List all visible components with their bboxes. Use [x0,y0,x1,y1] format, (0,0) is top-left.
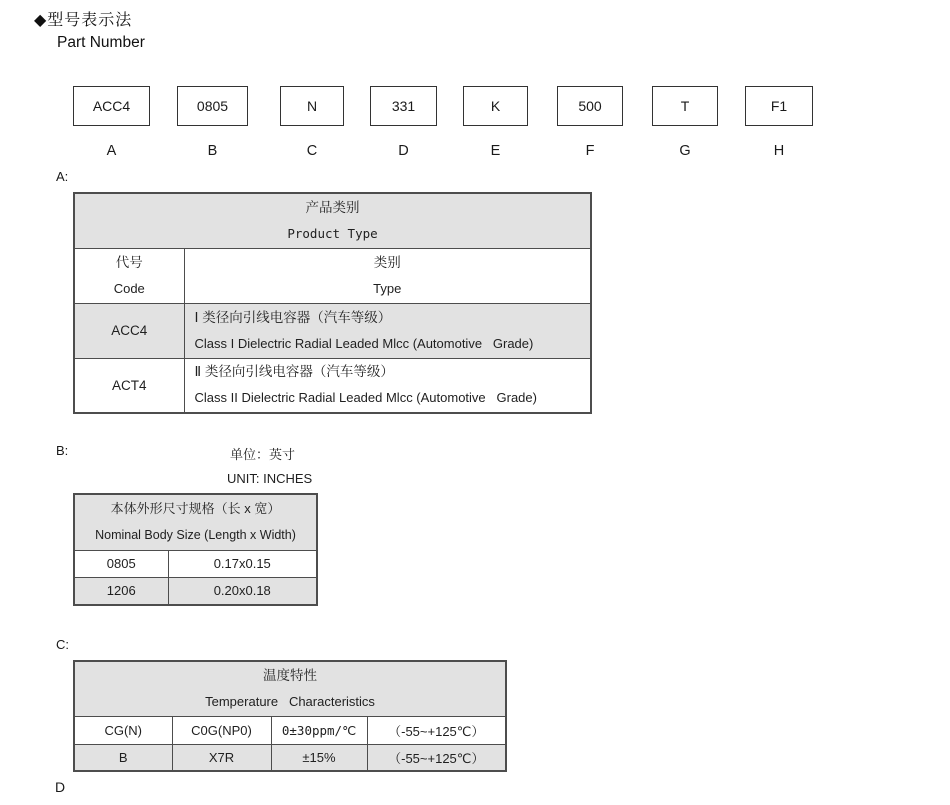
segment-letter-f: F [585,143,595,159]
tc-range-c0g: （-55~+125℃） [367,716,506,744]
unit-note-zh: 单位：英寸 [230,447,296,462]
body-size-header-zh: 本体外形尺寸规格（长 x 宽） [110,501,281,517]
part-segment-box-e: K [463,86,528,126]
tc-eia-c0g: C0G(NP0) [172,716,271,744]
table-row [74,661,506,716]
table-row [74,193,591,248]
segment-letter-c: C [306,143,318,159]
product-type-header [74,193,591,248]
table-row [74,303,591,358]
product-type-header-zh: 产品类别 [305,199,360,215]
acc4-desc-en: Class I Dielectric Radial Leaded Mlcc (Automotive Grade) [194,335,534,351]
type-cell-act4 [184,358,591,413]
section-d-label: D [55,779,66,795]
code-cell-act4: ACT4 [74,358,184,413]
segment-letter-b: B [207,143,218,159]
type-column-header [184,248,591,303]
dim-cell-0805: 0.17x0.15 [168,550,317,577]
temperature-characteristics-table [73,660,507,772]
act4-desc-en: Class II Dielectric Radial Leaded Mlcc (Automotive Grade) [194,390,537,406]
type-header-zh: 类别 [373,254,401,270]
act4-desc-zh: Ⅱ 类径向引线电容器（汽车等级） [194,364,394,380]
temp-char-header [74,661,506,716]
part-segment-box-a: ACC4 [73,86,150,126]
code-column-header [74,248,184,303]
part-segment-box-g: T [652,86,718,126]
table-row [74,550,317,577]
segment-letter-e: E [490,143,501,159]
size-cell-1206: 1206 [74,577,168,605]
segment-letter-d: D [398,143,409,159]
type-header-en: Type [373,280,402,296]
segment-letter-h: H [773,143,785,159]
tc-code-cgn: CG(N) [74,716,172,744]
temp-char-header-en: Temperature Characteristics [205,693,375,709]
section-b-label: B: [56,443,69,458]
code-cell-acc4: ACC4 [74,303,184,358]
body-size-header-en: Nominal Body Size (Length x Width) [95,528,296,543]
segment-letter-g: G [679,143,691,159]
segment-letter-a: A [106,143,117,159]
product-type-table [73,192,592,414]
dim-cell-1206: 0.20x0.18 [168,577,317,605]
table-row [74,744,506,771]
tc-tolerance-c0g: 0±30ppm/℃ [271,716,367,744]
table-row [74,577,317,605]
table-row [74,494,317,550]
size-cell-0805: 0805 [74,550,168,577]
part-segment-box-f: 500 [557,86,623,126]
part-segment-box-h: F1 [745,86,813,126]
body-size-table [73,493,318,606]
table-row [74,716,506,744]
body-size-header [74,494,317,550]
code-header-zh: 代号 [115,254,143,270]
part-segment-box-b: 0805 [177,86,248,126]
type-cell-acc4 [184,303,591,358]
code-header-en: Code [113,280,145,296]
acc4-desc-zh: Ⅰ 类径向引线电容器（汽车等级） [194,309,392,325]
tc-code-b: B [74,744,172,771]
product-type-header-en: Product Type [287,225,378,241]
table-row [74,248,591,303]
tc-tolerance-x7r: ±15% [271,744,367,771]
tc-eia-x7r: X7R [172,744,271,771]
section-c-label: C: [56,637,69,652]
section-a-label: A: [56,169,69,184]
temp-char-header-zh: 温度特性 [263,667,318,683]
part-segment-box-d: 331 [370,86,437,126]
unit-note-en: UNIT: INCHES [227,471,313,486]
tc-range-x7r: （-55~+125℃） [367,744,506,771]
part-segment-box-c: N [280,86,344,126]
table-row [74,358,591,413]
page-title-zh: ◆型号表示法 [34,12,133,29]
page-title-en: Part Number [57,34,145,51]
